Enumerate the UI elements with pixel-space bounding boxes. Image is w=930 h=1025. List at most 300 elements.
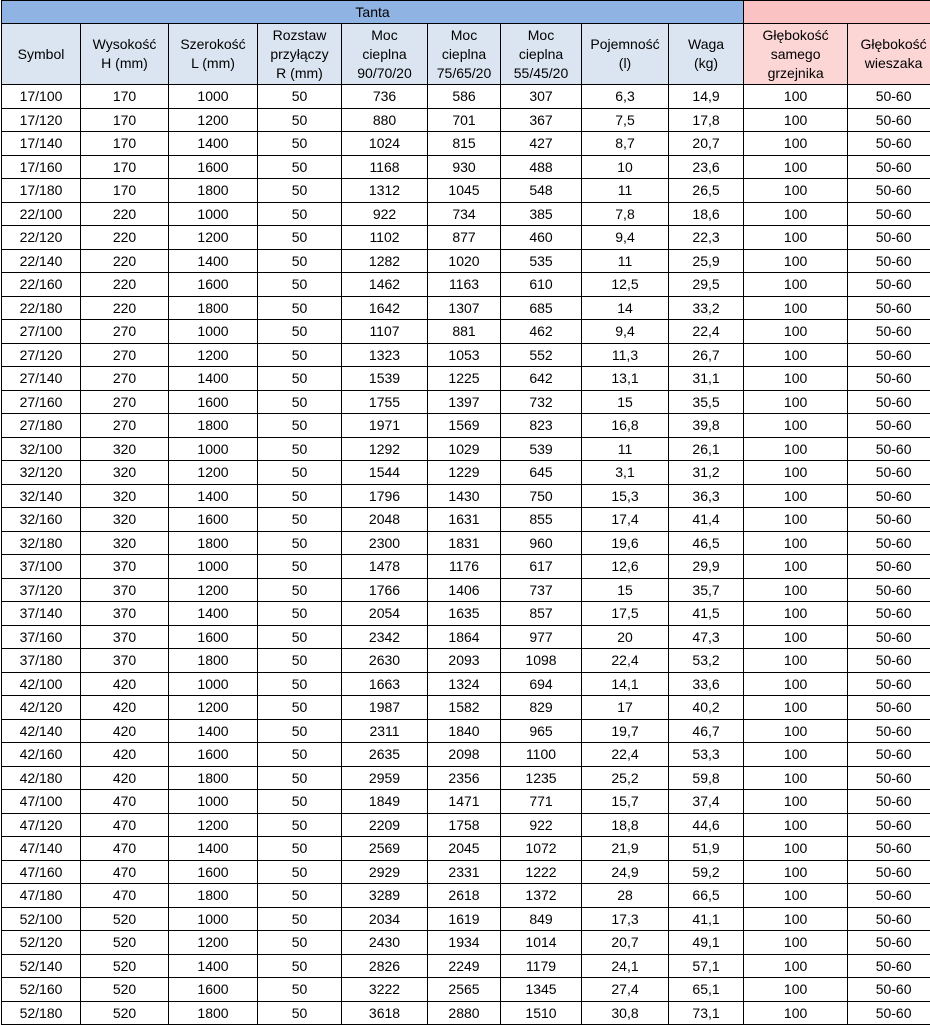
table-cell: 100 — [744, 343, 848, 367]
table-cell: 520 — [81, 1001, 169, 1025]
table-cell: 1200 — [169, 931, 258, 955]
table-cell: 50-60 — [848, 484, 930, 508]
table-cell: 880 — [342, 108, 428, 132]
table-cell: 1200 — [169, 813, 258, 837]
table-cell: 50-60 — [848, 390, 930, 414]
table-cell: 50 — [258, 672, 342, 696]
table-cell: 37/180 — [2, 649, 81, 673]
table-cell: 2300 — [342, 531, 428, 555]
table-cell: 1471 — [428, 790, 501, 814]
table-cell: 1107 — [342, 320, 428, 344]
table-cell: 50-60 — [848, 226, 930, 250]
table-cell: 20 — [582, 625, 669, 649]
table-cell: 1282 — [342, 249, 428, 273]
table-cell: 47/100 — [2, 790, 81, 814]
table-row — [2, 414, 930, 438]
table-cell: 1600 — [169, 273, 258, 297]
table-row — [2, 672, 930, 696]
table-cell: 100 — [744, 414, 848, 438]
table-cell: 49,1 — [669, 931, 744, 955]
column-header-line: grzejnika — [768, 65, 824, 81]
table-cell: 50 — [258, 813, 342, 837]
table-cell: 50-60 — [848, 790, 930, 814]
table-cell: 1635 — [428, 602, 501, 626]
table-cell: 20,7 — [669, 132, 744, 156]
table-cell: 922 — [342, 202, 428, 226]
table-cell: 1000 — [169, 555, 258, 579]
table-cell: 1400 — [169, 954, 258, 978]
table-cell: 32/120 — [2, 461, 81, 485]
table-cell: 100 — [744, 954, 848, 978]
table-cell: 50 — [258, 649, 342, 673]
table-cell: 470 — [81, 884, 169, 908]
table-cell: 1345 — [501, 978, 582, 1002]
table-cell: 50 — [258, 578, 342, 602]
table-cell: 17/120 — [2, 108, 81, 132]
table-cell: 1400 — [169, 484, 258, 508]
table-cell: 100 — [744, 719, 848, 743]
table-cell: 470 — [81, 790, 169, 814]
table-cell: 50-60 — [848, 884, 930, 908]
table-cell: 100 — [744, 625, 848, 649]
table-cell: 220 — [81, 202, 169, 226]
column-header — [669, 24, 744, 85]
column-header — [81, 24, 169, 85]
table-cell: 24,1 — [582, 954, 669, 978]
column-header-line: R (mm) — [276, 65, 323, 81]
table-cell: 1600 — [169, 978, 258, 1002]
table-cell: 385 — [501, 202, 582, 226]
table-cell: 3,1 — [582, 461, 669, 485]
table-row — [2, 931, 930, 955]
table-cell: 1796 — [342, 484, 428, 508]
table-cell: 1569 — [428, 414, 501, 438]
table-cell: 17/140 — [2, 132, 81, 156]
table-cell: 50-60 — [848, 85, 930, 109]
table-cell: 1200 — [169, 461, 258, 485]
table-cell: 7,8 — [582, 202, 669, 226]
table-cell: 41,1 — [669, 907, 744, 931]
table-cell: 1800 — [169, 531, 258, 555]
column-header — [258, 24, 342, 85]
table-cell: 1582 — [428, 696, 501, 720]
table-row — [2, 578, 930, 602]
table-cell: 47/120 — [2, 813, 81, 837]
table-cell: 2311 — [342, 719, 428, 743]
table-cell: 100 — [744, 108, 848, 132]
table-cell: 35,7 — [669, 578, 744, 602]
table-cell: 50 — [258, 390, 342, 414]
table-cell: 50 — [258, 954, 342, 978]
table-cell: 50-60 — [848, 296, 930, 320]
table-cell: 42/160 — [2, 743, 81, 767]
table-cell: 50-60 — [848, 978, 930, 1002]
table-cell: 42/180 — [2, 766, 81, 790]
table-cell: 15,7 — [582, 790, 669, 814]
table-cell: 1072 — [501, 837, 582, 861]
table-cell: 750 — [501, 484, 582, 508]
table-cell: 53,3 — [669, 743, 744, 767]
table-cell: 50-60 — [848, 202, 930, 226]
table-cell: 50-60 — [848, 555, 930, 579]
column-header — [501, 24, 582, 85]
table-cell: 1200 — [169, 696, 258, 720]
column-header-line: Rozstaw — [273, 27, 327, 43]
table-cell: 50-60 — [848, 649, 930, 673]
table-cell: 1400 — [169, 719, 258, 743]
table-cell: 50 — [258, 719, 342, 743]
table-cell: 645 — [501, 461, 582, 485]
table-cell: 367 — [501, 108, 582, 132]
table-cell: 50-60 — [848, 578, 930, 602]
table-cell: 220 — [81, 296, 169, 320]
table-cell: 855 — [501, 508, 582, 532]
table-cell: 1631 — [428, 508, 501, 532]
table-cell: 100 — [744, 696, 848, 720]
table-cell: 1663 — [342, 672, 428, 696]
table-cell: 22/160 — [2, 273, 81, 297]
table-cell: 9,4 — [582, 226, 669, 250]
table-cell: 100 — [744, 766, 848, 790]
table-cell: 52/140 — [2, 954, 81, 978]
table-cell: 11 — [582, 249, 669, 273]
table-cell: 270 — [81, 390, 169, 414]
table-cell: 42/140 — [2, 719, 81, 743]
table-cell: 28 — [582, 884, 669, 908]
table-cell: 1200 — [169, 226, 258, 250]
table-cell: 1312 — [342, 179, 428, 203]
table-cell: 100 — [744, 672, 848, 696]
table-cell: 52/160 — [2, 978, 81, 1002]
table-cell: 2054 — [342, 602, 428, 626]
table-cell: 50 — [258, 179, 342, 203]
table-cell: 100 — [744, 249, 848, 273]
table-cell: 2342 — [342, 625, 428, 649]
table-cell: 50 — [258, 766, 342, 790]
table-cell: 11 — [582, 437, 669, 461]
table-cell: 2034 — [342, 907, 428, 931]
table-cell: 420 — [81, 743, 169, 767]
table-cell: 170 — [81, 85, 169, 109]
table-cell: 50-60 — [848, 179, 930, 203]
table-cell: 736 — [342, 85, 428, 109]
table-cell: 470 — [81, 813, 169, 837]
table-row — [2, 766, 930, 790]
table-cell: 50 — [258, 837, 342, 861]
table-cell: 27/140 — [2, 367, 81, 391]
table-cell: 50 — [258, 132, 342, 156]
table-body — [2, 85, 930, 1025]
column-header-line: samego — [771, 46, 821, 62]
table-cell: 41,5 — [669, 602, 744, 626]
table-cell: 33,2 — [669, 296, 744, 320]
table-cell: 11,3 — [582, 343, 669, 367]
table-cell: 26,7 — [669, 343, 744, 367]
table-cell: 535 — [501, 249, 582, 273]
table-cell: 701 — [428, 108, 501, 132]
table-cell: 100 — [744, 226, 848, 250]
table-row — [2, 390, 930, 414]
table-cell: 50 — [258, 202, 342, 226]
table-cell: 100 — [744, 649, 848, 673]
table-cell: 50 — [258, 743, 342, 767]
table-cell: 320 — [81, 508, 169, 532]
table-cell: 2569 — [342, 837, 428, 861]
table-cell: 100 — [744, 273, 848, 297]
table-cell: 1642 — [342, 296, 428, 320]
table-cell: 1200 — [169, 578, 258, 602]
table-row — [2, 249, 930, 273]
table-cell: 100 — [744, 484, 848, 508]
table-cell: 1397 — [428, 390, 501, 414]
table-cell: 50 — [258, 1001, 342, 1025]
table-cell: 50-60 — [848, 719, 930, 743]
table-cell: 32/180 — [2, 531, 81, 555]
table-cell: 2630 — [342, 649, 428, 673]
table-cell: 1324 — [428, 672, 501, 696]
column-header — [744, 24, 848, 85]
table-cell: 50 — [258, 320, 342, 344]
table-cell: 100 — [744, 531, 848, 555]
table-cell: 21,9 — [582, 837, 669, 861]
table-cell: 100 — [744, 1001, 848, 1025]
table-cell: 1014 — [501, 931, 582, 955]
table-cell: 40,2 — [669, 696, 744, 720]
table-cell: 100 — [744, 179, 848, 203]
table-cell: 50 — [258, 367, 342, 391]
table-cell: 320 — [81, 531, 169, 555]
table-cell: 50-60 — [848, 414, 930, 438]
table-cell: 370 — [81, 555, 169, 579]
table-cell: 50 — [258, 296, 342, 320]
table-cell: 1800 — [169, 414, 258, 438]
table-cell: 2209 — [342, 813, 428, 837]
table-cell: 1179 — [501, 954, 582, 978]
table-cell: 610 — [501, 273, 582, 297]
table-cell: 1600 — [169, 390, 258, 414]
table-cell: 1045 — [428, 179, 501, 203]
table-cell: 1758 — [428, 813, 501, 837]
table-cell: 59,8 — [669, 766, 744, 790]
table-cell: 1000 — [169, 202, 258, 226]
table-row — [2, 132, 930, 156]
table-cell: 1372 — [501, 884, 582, 908]
table-cell: 270 — [81, 367, 169, 391]
table-cell: 170 — [81, 108, 169, 132]
table-cell: 10 — [582, 155, 669, 179]
table-cell: 539 — [501, 437, 582, 461]
table-cell: 1800 — [169, 179, 258, 203]
table-cell: 47/180 — [2, 884, 81, 908]
table-cell: 220 — [81, 273, 169, 297]
table-cell: 26,5 — [669, 179, 744, 203]
table-cell: 100 — [744, 790, 848, 814]
column-header-line: cieplna — [519, 46, 563, 62]
table-row — [2, 531, 930, 555]
table-row — [2, 907, 930, 931]
table-cell: 3618 — [342, 1001, 428, 1025]
table-cell: 50 — [258, 931, 342, 955]
table-cell: 520 — [81, 978, 169, 1002]
table-cell: 1430 — [428, 484, 501, 508]
table-cell: 881 — [428, 320, 501, 344]
table-cell: 1323 — [342, 343, 428, 367]
table-cell: 100 — [744, 155, 848, 179]
table-cell: 420 — [81, 766, 169, 790]
column-header-line: Pojemność — [590, 36, 659, 52]
table-row — [2, 743, 930, 767]
table-cell: 370 — [81, 578, 169, 602]
table-cell: 46,5 — [669, 531, 744, 555]
table-cell: 50 — [258, 625, 342, 649]
table-cell: 307 — [501, 85, 582, 109]
table-cell: 100 — [744, 602, 848, 626]
table-cell: 50-60 — [848, 837, 930, 861]
table-cell: 25,2 — [582, 766, 669, 790]
column-header — [169, 24, 258, 85]
table-row — [2, 296, 930, 320]
table-cell: 100 — [744, 743, 848, 767]
table-cell: 1766 — [342, 578, 428, 602]
table-cell: 1800 — [169, 649, 258, 673]
table-cell: 47/140 — [2, 837, 81, 861]
table-cell: 27/160 — [2, 390, 81, 414]
table-cell: 1619 — [428, 907, 501, 931]
table-cell: 1800 — [169, 766, 258, 790]
table-cell: 100 — [744, 461, 848, 485]
table-cell: 50 — [258, 508, 342, 532]
table-cell: 100 — [744, 907, 848, 931]
table-cell: 17 — [582, 696, 669, 720]
table-row — [2, 884, 930, 908]
table-cell: 3222 — [342, 978, 428, 1002]
table-cell: 50-60 — [848, 343, 930, 367]
table-cell: 12,5 — [582, 273, 669, 297]
table-cell: 420 — [81, 719, 169, 743]
table-cell: 2048 — [342, 508, 428, 532]
table-row — [2, 813, 930, 837]
table-cell: 100 — [744, 437, 848, 461]
table-cell: 50 — [258, 437, 342, 461]
table-cell: 50-60 — [848, 531, 930, 555]
table-cell: 52/100 — [2, 907, 81, 931]
column-header-line: Waga — [688, 36, 724, 52]
table-cell: 50-60 — [848, 931, 930, 955]
table-cell: 27/180 — [2, 414, 81, 438]
table-cell: 1000 — [169, 437, 258, 461]
table-cell: 100 — [744, 555, 848, 579]
column-header-line: Wysokość — [93, 36, 157, 52]
table-cell: 22/180 — [2, 296, 81, 320]
table-cell: 35,5 — [669, 390, 744, 414]
table-cell: 6,3 — [582, 85, 669, 109]
table-cell: 17,3 — [582, 907, 669, 931]
table-cell: 47,3 — [669, 625, 744, 649]
table-cell: 2430 — [342, 931, 428, 955]
table-cell: 1163 — [428, 273, 501, 297]
table-title: Tanta — [2, 1, 744, 24]
table-row — [2, 954, 930, 978]
table-row — [2, 202, 930, 226]
table-cell: 1406 — [428, 578, 501, 602]
table-cell: 50-60 — [848, 320, 930, 344]
table-cell: 12,6 — [582, 555, 669, 579]
table-cell: 220 — [81, 226, 169, 250]
table-cell: 27,4 — [582, 978, 669, 1002]
table-cell: 170 — [81, 155, 169, 179]
table-row — [2, 155, 930, 179]
table-cell: 829 — [501, 696, 582, 720]
table-cell: 1510 — [501, 1001, 582, 1025]
column-header-line: (l) — [619, 55, 631, 71]
column-header — [848, 24, 930, 85]
table-cell: 734 — [428, 202, 501, 226]
table-cell: 1225 — [428, 367, 501, 391]
table-cell: 100 — [744, 813, 848, 837]
column-header-line: L (mm) — [191, 55, 235, 71]
table-cell: 37/100 — [2, 555, 81, 579]
table-cell: 26,1 — [669, 437, 744, 461]
table-cell: 44,6 — [669, 813, 744, 837]
table-cell: 100 — [744, 860, 848, 884]
table-cell: 33,6 — [669, 672, 744, 696]
table-cell: 1102 — [342, 226, 428, 250]
table-cell: 41,4 — [669, 508, 744, 532]
table-cell: 100 — [744, 390, 848, 414]
table-cell: 50 — [258, 484, 342, 508]
table-cell: 50-60 — [848, 672, 930, 696]
table-cell: 1400 — [169, 367, 258, 391]
table-cell: 100 — [744, 85, 848, 109]
table-cell: 100 — [744, 578, 848, 602]
table-cell: 1462 — [342, 273, 428, 297]
table-cell: 1200 — [169, 108, 258, 132]
table-cell: 18,6 — [669, 202, 744, 226]
table-row — [2, 625, 930, 649]
table-cell: 50 — [258, 978, 342, 1002]
table-cell: 29,9 — [669, 555, 744, 579]
table-cell: 1544 — [342, 461, 428, 485]
table-cell: 1000 — [169, 85, 258, 109]
table-cell: 50 — [258, 907, 342, 931]
table-cell: 1864 — [428, 625, 501, 649]
table-cell: 1400 — [169, 132, 258, 156]
table-cell: 7,5 — [582, 108, 669, 132]
table-cell: 100 — [744, 978, 848, 1002]
table-cell: 50-60 — [848, 461, 930, 485]
table-cell: 270 — [81, 414, 169, 438]
table-row — [2, 978, 930, 1002]
table-cell: 46,7 — [669, 719, 744, 743]
table-cell: 50-60 — [848, 625, 930, 649]
table-cell: 462 — [501, 320, 582, 344]
column-header-line: 90/70/20 — [357, 65, 412, 81]
column-header-line: Moc — [528, 27, 554, 43]
table-cell: 31,1 — [669, 367, 744, 391]
table-cell: 32/140 — [2, 484, 81, 508]
table-cell: 170 — [81, 179, 169, 203]
table-cell: 8,7 — [582, 132, 669, 156]
table-row — [2, 508, 930, 532]
table-cell: 14,9 — [669, 85, 744, 109]
table-cell: 50 — [258, 273, 342, 297]
table-cell: 50-60 — [848, 108, 930, 132]
table-cell: 32/160 — [2, 508, 81, 532]
table-cell: 15 — [582, 390, 669, 414]
table-cell: 1029 — [428, 437, 501, 461]
table-cell: 1100 — [501, 743, 582, 767]
table-cell: 1934 — [428, 931, 501, 955]
